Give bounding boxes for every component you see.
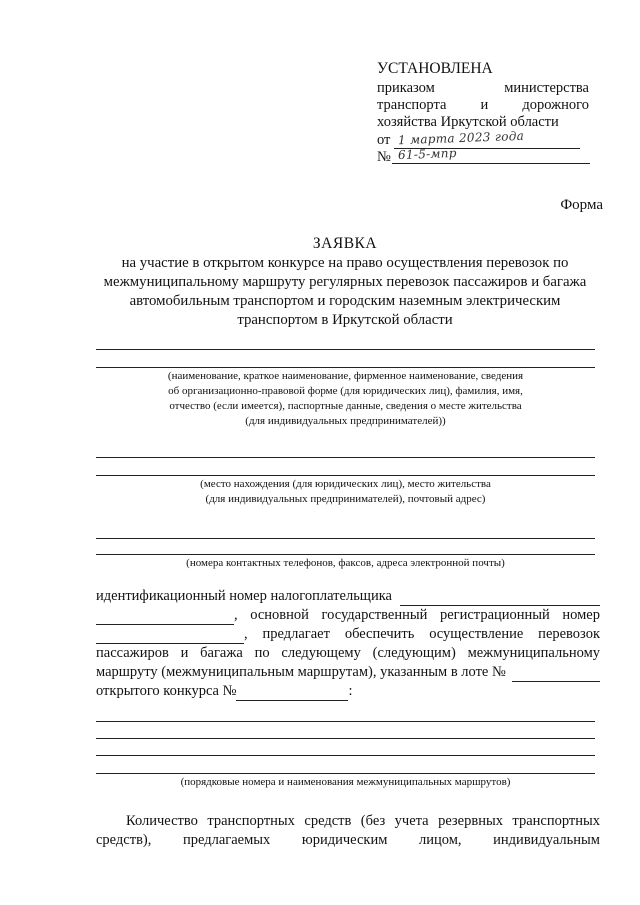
- inn-field[interactable]: [400, 591, 600, 606]
- routes-field-line-3[interactable]: [96, 755, 595, 756]
- approval-line-3: хозяйства Иркутской области: [377, 114, 559, 130]
- ogrn-label: , основной государственный регистрационный номер: [234, 607, 600, 623]
- form-label: Форма: [560, 197, 603, 213]
- contacts-field-line-2[interactable]: [96, 554, 595, 555]
- vehicles-word: индивидуальным: [493, 832, 600, 848]
- approval-line-2-a: транспорта: [377, 97, 447, 113]
- lot-label: маршруту (межмуниципальным маршрутам), указанным в лоте №: [96, 664, 506, 680]
- routes-field-line-1[interactable]: [96, 721, 595, 722]
- subtitle-line: межмуниципальному маршруту регулярных перевозок пассажиров и багажа: [103, 274, 587, 290]
- hint-name-line: об организационно-правовой форме (для юридических лиц), фамилия, имя,: [168, 385, 523, 397]
- ogrn-row: [96, 606, 600, 625]
- offer-row: [96, 625, 600, 644]
- approval-line-2-b: и: [480, 97, 489, 113]
- vehicles-line-2: [96, 831, 600, 850]
- address-field-line-1[interactable]: [96, 457, 595, 458]
- approval-date-prefix: от: [377, 132, 391, 148]
- hint-name: [96, 369, 595, 429]
- contest-number-field[interactable]: [236, 686, 348, 701]
- approval-number-prefix: №: [377, 149, 391, 165]
- lot-number-field[interactable]: [512, 667, 600, 682]
- hint-name-line: (наименование, краткое наименование, фирменное наименование, сведения: [167, 370, 524, 382]
- subtitle-line: на участие в открытом конкурсе на право осуществления перевозок по: [121, 255, 569, 271]
- approval-date-handwritten: 1 марта 2023 года: [397, 128, 525, 148]
- ogrn-field[interactable]: [96, 629, 244, 644]
- vehicles-word: предлагаемых: [183, 832, 271, 848]
- hint-address: [96, 477, 595, 507]
- hint-name-line: (для индивидуальных предпринимателей)): [245, 415, 446, 427]
- vehicles-word: юридическим: [301, 832, 388, 848]
- approval-line-2-c: дорожного: [522, 97, 589, 113]
- approval-heading: УСТАНОВЛЕНА: [377, 60, 493, 77]
- hint-contacts: (номера контактных телефонов, факсов, адреса электронной почты): [186, 557, 505, 569]
- address-field-line-2[interactable]: [96, 475, 595, 476]
- name-field-line-1[interactable]: [96, 349, 595, 350]
- hint-address-line: (для индивидуальных предпринимателей), почтовый адрес): [205, 493, 486, 505]
- name-field-line-2[interactable]: [96, 367, 595, 368]
- subtitle-line: автомобильным транспортом и городским наземным электрическим: [129, 293, 561, 309]
- vehicles-word: лицом,: [419, 832, 462, 848]
- inn-row: [96, 587, 600, 606]
- subtitle-line: транспортом в Иркутской области: [237, 312, 453, 328]
- inn-label: идентификационный номер налогоплательщика: [96, 588, 392, 604]
- routes-field-line-2[interactable]: [96, 738, 595, 739]
- body-line-4: пассажиров и багажа по следующему (следующим) межмуниципальному: [96, 645, 600, 661]
- approval-line-1-a: приказом: [377, 80, 435, 96]
- vehicles-word: средств),: [96, 832, 152, 848]
- approval-number-handwritten: 61-5-мпр: [397, 145, 458, 163]
- routes-field-line-4[interactable]: [96, 773, 595, 774]
- inn-field-continued[interactable]: [96, 610, 234, 625]
- page-title: ЗАЯВКА: [312, 235, 378, 252]
- contest-colon: :: [348, 683, 353, 699]
- hint-address-line: (место нахождения (для юридических лиц), место жительства: [200, 478, 491, 490]
- approval-number-line: [392, 163, 590, 164]
- hint-name-line: отчество (если имеется), паспортные данные, сведения о месте жительства: [169, 400, 522, 412]
- vehicles-line-1: Количество транспортных средств (без учета резервных транспортных: [126, 813, 600, 829]
- approval-line-1-b: министерства: [504, 80, 589, 96]
- contest-row: [96, 682, 353, 701]
- subtitle: [90, 254, 600, 330]
- offer-label: , предлагает обеспечить осуществление перевозок: [244, 626, 600, 642]
- contest-label: открытого конкурса №: [96, 683, 237, 699]
- lot-row: [96, 663, 600, 682]
- hint-routes: (порядковые номера и наименования межмуниципальных маршрутов): [180, 776, 511, 788]
- contacts-field-line-1[interactable]: [96, 538, 595, 539]
